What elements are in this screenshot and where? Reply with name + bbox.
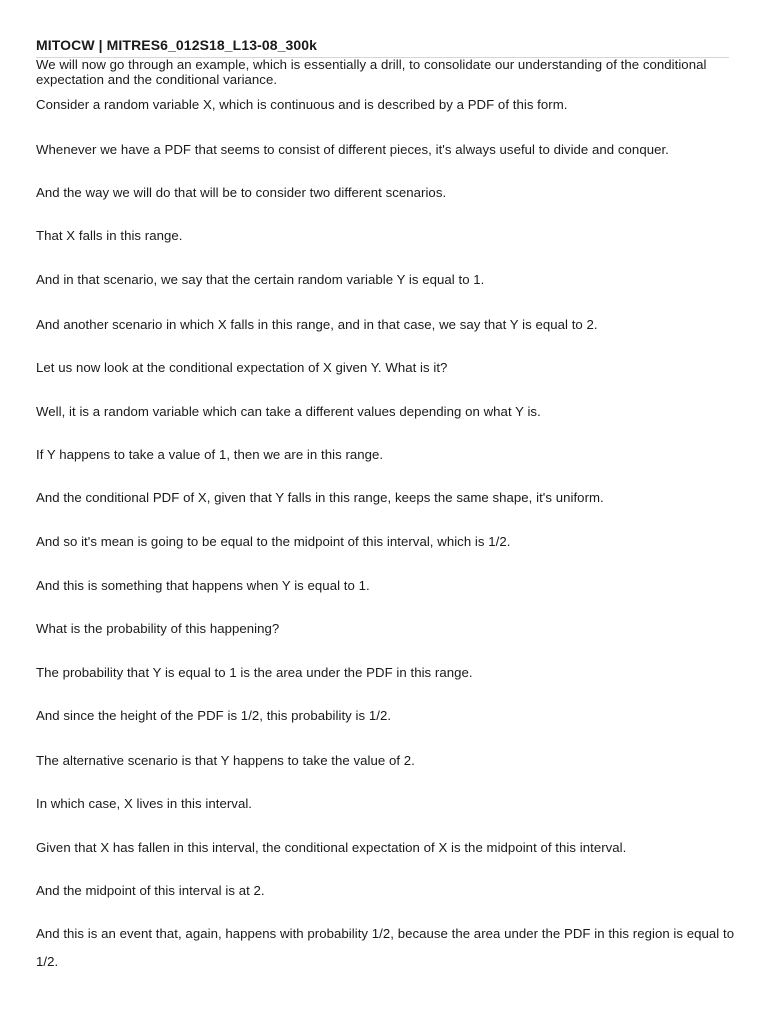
transcript-paragraph: The alternative scenario is that Y happens to take the value of 2. bbox=[36, 753, 415, 768]
document-title: MITOCW | MITRES6_012S18_L13-08_300k bbox=[36, 37, 318, 53]
transcript-page bbox=[36, 36, 736, 969]
transcript-paragraph: Consider a random variable X, which is continuous and is described by a PDF of this form. bbox=[36, 97, 568, 112]
transcript-paragraph: And this is an event that, again, happens with probability 1/2, because the area under the PDF in this region is equal to 1/2. bbox=[36, 926, 735, 969]
transcript-paragraph: And the conditional PDF of X, given that Y falls in this range, keeps the same shape, it's uniform. bbox=[36, 490, 604, 505]
transcript-paragraph: Given that X has fallen in this interval, the conditional expectation of X is the midpoint of this interval. bbox=[36, 840, 627, 855]
transcript-paragraph: And in that scenario, we say that the certain random variable Y is equal to 1. bbox=[36, 272, 485, 287]
transcript-paragraph: That X falls in this range. bbox=[36, 228, 183, 243]
transcript-paragraph: And so it's mean is going to be equal to the midpoint of this interval, which is 1/2. bbox=[36, 534, 511, 549]
transcript-paragraph: If Y happens to take a value of 1, then we are in this range. bbox=[36, 447, 384, 462]
intro-paragraph: We will now go through an example, which is essentially a drill, to consolidate our understanding of the conditional expectation and the conditional variance. bbox=[36, 57, 707, 87]
transcript-paragraph: In which case, X lives in this interval. bbox=[36, 796, 253, 811]
transcript-paragraph: And this is something that happens when Y is equal to 1. bbox=[36, 578, 370, 593]
transcript-paragraph: What is the probability of this happening? bbox=[36, 621, 280, 636]
transcript-paragraph: Let us now look at the conditional expectation of X given Y. What is it? bbox=[36, 360, 448, 375]
transcript-paragraph: And the midpoint of this interval is at 2. bbox=[36, 883, 265, 898]
transcript-paragraph: Whenever we have a PDF that seems to consist of different pieces, it's always useful to divide and conquer. bbox=[36, 142, 669, 157]
transcript-paragraph: And since the height of the PDF is 1/2, this probability is 1/2. bbox=[36, 708, 392, 723]
transcript-paragraph: Well, it is a random variable which can take a different values depending on what Y is. bbox=[36, 404, 541, 419]
transcript-paragraph: The probability that Y is equal to 1 is the area under the PDF in this range. bbox=[36, 665, 473, 680]
transcript-paragraph: And another scenario in which X falls in this range, and in that case, we say that Y is equal to 2. bbox=[36, 317, 598, 332]
transcript-paragraph: And the way we will do that will be to consider two different scenarios. bbox=[36, 185, 447, 200]
